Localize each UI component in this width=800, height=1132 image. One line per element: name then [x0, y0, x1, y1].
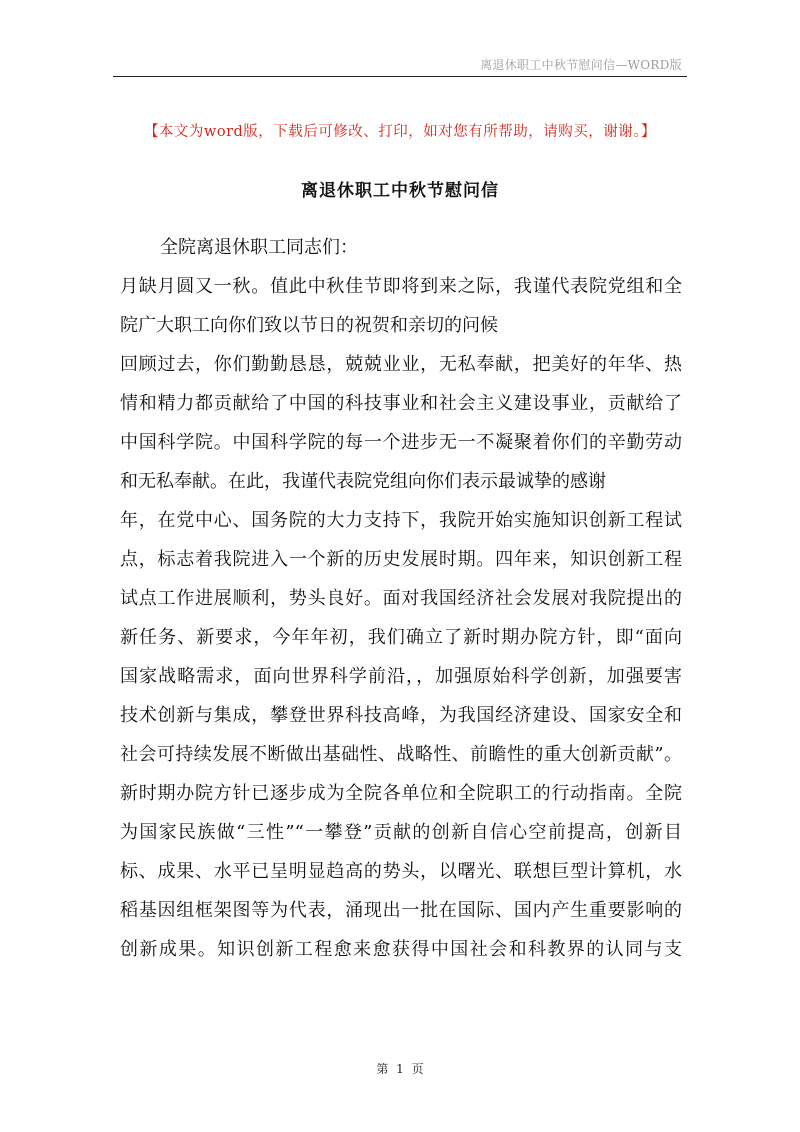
- document-title: 离退休职工中秋节慰问信: [301, 181, 499, 201]
- body-line: 月缺月圆又一秋。值此中秋佳节即将到来之际，我谨代表院党组和全: [120, 276, 682, 297]
- page-number: 1: [396, 1062, 404, 1076]
- body-line: 试点工作进展顺利，势头良好。面对我国经济社会发展对我院提出的: [120, 588, 682, 609]
- body-line: 院广大职工向你们致以节日的祝贺和亲切的问候: [120, 315, 498, 336]
- body-line: 技术创新与集成，攀登世界科技高峰，为我国经济建设、国家安全和: [120, 705, 682, 726]
- body-line: 年，在党中心、国务院的大力支持下，我院开始实施知识创新工程试: [120, 510, 682, 531]
- download-notice: 【本文为word版，下载后可修改、打印，如对您有所帮助，请购买，谢谢。】: [143, 124, 657, 140]
- page-footer: [0, 1060, 800, 1077]
- page-label-suffix: 页: [411, 1062, 424, 1076]
- body-line: 中国科学院。中国科学院的每一个进步无一不凝聚着你们的辛勤劳动: [120, 432, 682, 453]
- salutation: 全院离退休职工同志们：: [160, 237, 358, 258]
- header-divider: [113, 76, 687, 77]
- body-line: 和无私奉献。在此，我谨代表院党组向你们表示最诚挚的感谢: [120, 471, 606, 492]
- body-line: 为国家民族做“三性”“一攀登”贡献的创新自信心空前提高，创新目: [120, 822, 682, 843]
- document-body: [120, 228, 682, 969]
- body-line: 新时期办院方针已逐步成为全院各单位和全院职工的行动指南。全院: [120, 783, 682, 804]
- body-line: 回顾过去，你们勤勤恳恳，兢兢业业，无私奉献，把美好的年华、热: [120, 354, 682, 375]
- body-line: 标、成果、水平已呈明显趋高的势头，以曙光、联想巨型计算机，水: [120, 861, 682, 882]
- body-line: 情和精力都贡献给了中国的科技事业和社会主义建设事业，贡献给了: [120, 393, 682, 414]
- body-line: 稻基因组框架图等为代表，涌现出一批在国际、国内产生重要影响的: [120, 900, 682, 921]
- body-line: 新任务、新要求，今年年初，我们确立了新时期办院方针，即“面向: [120, 627, 682, 648]
- body-line: 国家战略需求，面向世界科学前沿，，加强原始科学创新，加强要害: [120, 666, 682, 687]
- body-line: 点，标志着我院进入一个新的历史发展时期。四年来，知识创新工程: [120, 549, 682, 570]
- body-line: 创新成果。知识创新工程愈来愈获得中国社会和科教界的认同与支: [120, 939, 682, 960]
- body-line: 社会可持续发展不断做出基础性、战略性、前瞻性的重大创新贡献”。: [120, 744, 682, 765]
- page-label-prefix: 第: [376, 1062, 389, 1076]
- running-header: 离退休职工中秋节慰问信—WORD版: [480, 58, 682, 72]
